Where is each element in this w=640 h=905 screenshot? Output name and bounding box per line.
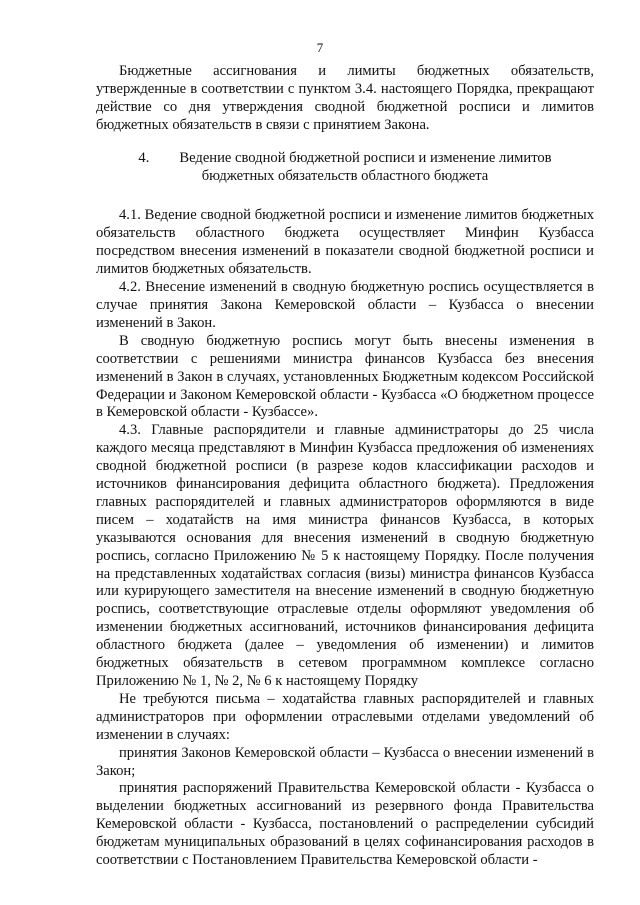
paragraph-no-letters-required: Не требуются письма – ходатайства главных распорядителей и главных администраторов при оформлении отраслевыми отделами уведомлений об изменении в случаях: (96, 690, 594, 743)
document-body (96, 63, 594, 870)
paragraph-case-orders: принятия распоряжений Правительства Кемеровской области - Кузбасса о выделении бюджетных ассигнований из резервного фонда Правительства Кемеровской области - Кузбасса, постановлений о распределении субсидий бюджетам муниципальных образований в целях софинансирования расходов в соответствии с Постановлением Правительства Кемеровской области - (96, 780, 594, 869)
paragraph-case-laws: принятия Законов Кемеровской области – Кузбасса о внесении изменений в Закон; (96, 744, 594, 779)
paragraph-4-1: 4.1. Ведение сводной бюджетной росписи и изменение лимитов бюджетных обязательств областного бюджета осуществляет Минфин Кузбасса посредством внесения изменений в показатели сводной бюджетной росписи и лимитов бюджетных обязательств. (96, 207, 594, 278)
section-heading (96, 150, 594, 186)
paragraph-assignments-termination: Бюджетные ассигнования и лимиты бюджетных обязательств, утвержденные в соответствии с пунктом 3.4. настоящего Порядка, прекращают действие со дня утверждения сводной бюджетной росписи и лимитов бюджетных обязательств в связи с принятием Закона. (96, 63, 594, 133)
section-title-line-1: Ведение сводной бюджетной росписи и изменение лимитов (179, 149, 552, 166)
paragraph-changes-without-law: В сводную бюджетную роспись могут быть внесены изменения в соответствии с решениями министра финансов Кузбасса без внесения изменений в Закон в случаях, установленных Бюджетным кодексом Российской Федерации и Законом Кемеровской области - Кузбасса «О бюджетном процессе в Кемеровской области - Кузбассе». (96, 332, 594, 421)
paragraph-4-2: 4.2. Внесение изменений в сводную бюджетную роспись осуществляется в случае принятия Закона Кемеровской области – Кузбасса о внесении изменений в Закон. (96, 279, 594, 331)
paragraph-4-3: 4.3. Главные распорядители и главные администраторы до 25 числа каждого месяца представляют в Минфин Кузбасса предложения об изменениях сводной бюджетной росписи (в разрезе кодов классификации расходов и источников финансирования дефицита областного бюджета). Предложения главных распорядителей и главных администраторов оформляются в виде писем – ходатайств на имя министра финансов Кузбасса, в которых указываются основания для внесения изменений в сводную бюджетную роспись, согласно Приложению № 5 к настоящему Порядку. После получения на представленных ходатайствах согласия (визы) министра финансов Кузбасса или курирующего заместителя на внесение изменений в сводную бюджетную роспись, соответствующие отраслевые отделы оформляют уведомления об изменении бюджетных ассигнований, источников финансирования дефицита областного бюджета (далее – уведомления об изменении) и лимитов бюджетных обязательств в сетевом программном комплексе согласно Приложению № 1, № 2, № 6 к настоящему Порядку (96, 422, 594, 689)
section-number: 4. (138, 149, 150, 166)
page-number: 7 (316, 40, 324, 55)
section-title-line-2: бюджетных обязательств областного бюджета (201, 167, 489, 184)
